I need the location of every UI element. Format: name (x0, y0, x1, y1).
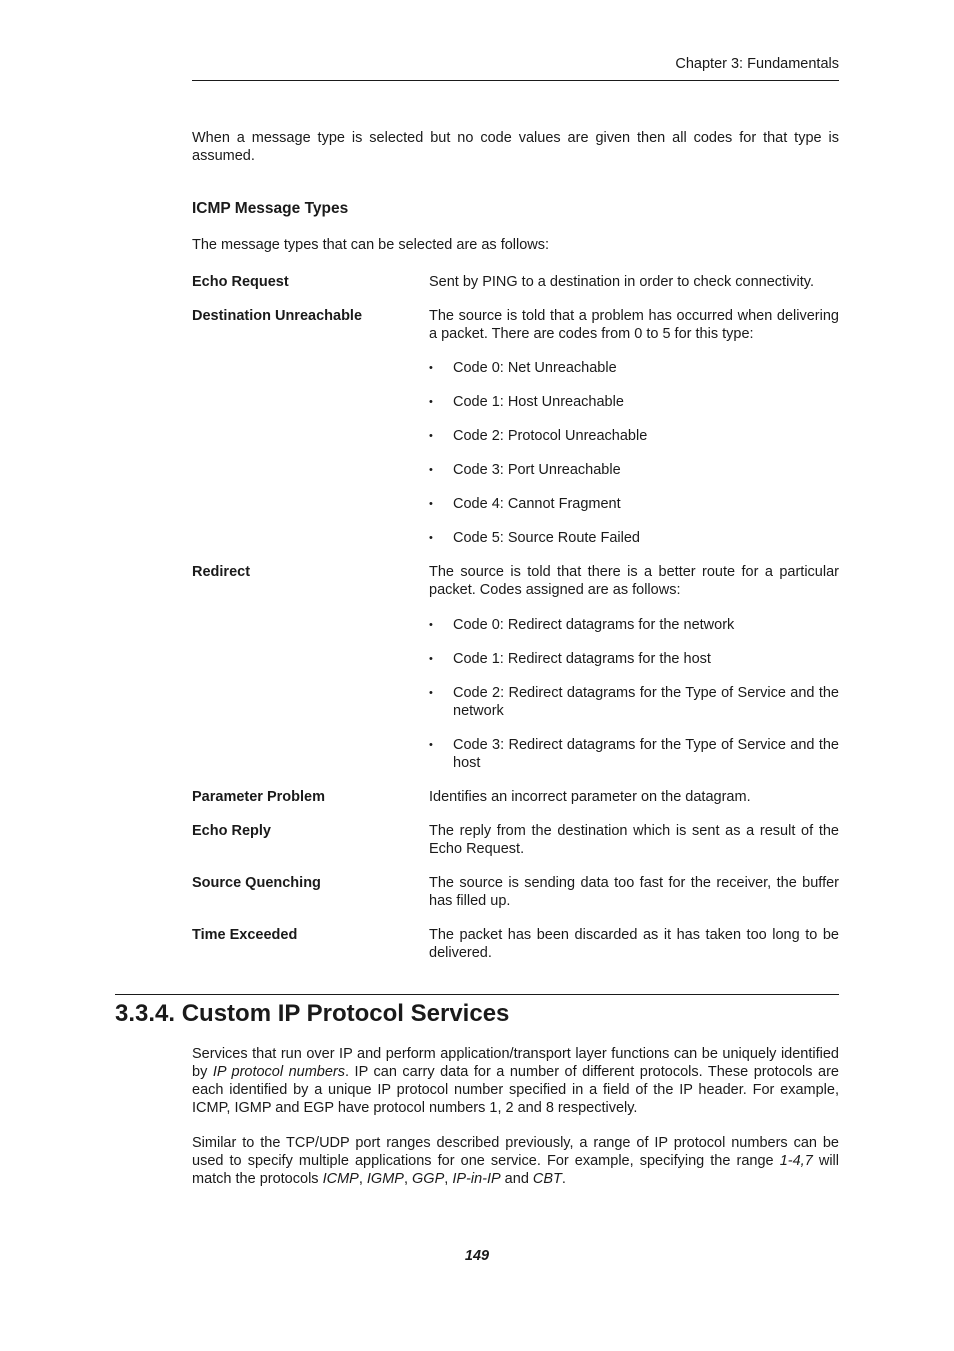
page-number: 149 (464, 1248, 490, 1264)
intro-paragraph: When a message type is selected but no code values are given then all codes for that type is assumed. (192, 130, 839, 164)
term-redirect: Redirect (192, 564, 251, 580)
term-time-exceeded: Time Exceeded (192, 927, 298, 943)
bullet-icon: • (429, 464, 433, 476)
bullet-icon: • (429, 396, 433, 408)
chapter-title: Chapter 3: Fundamentals (675, 56, 839, 72)
list-item: • Code 0: Net Unreachable (429, 360, 617, 376)
desc-source-quenching: The source is sending data too fast for the receiver, the buffer has filled up. (429, 875, 839, 909)
desc-echo-reply: The reply from the destination which is sent as a result of the Echo Request. (429, 823, 839, 857)
list-item: • Code 0: Redirect datagrams for the network (429, 617, 735, 633)
list-item: • Code 3: Redirect datagrams for the Type of Service and the host (429, 737, 839, 771)
bullet-icon: • (429, 362, 433, 374)
list-item: • Code 2: Redirect datagrams for the Type of Service and the network (429, 685, 839, 719)
bullet-icon: • (429, 532, 433, 544)
term-echo-reply: Echo Reply (192, 823, 271, 839)
page-header (192, 54, 839, 81)
term-destination-unreachable: Destination Unreachable (192, 308, 363, 324)
bullet-icon: • (429, 653, 433, 665)
bullet-icon: • (429, 687, 433, 699)
desc-redirect: The source is told that there is a better route for a particular packet. Codes assigned are as follows: (429, 564, 839, 598)
section-paragraph-1: Services that run over IP and perform application/transport layer functions can be uniquely identified by IP protocol numbers. IP can carry data for a number of different protocols. These protocols are each identified by a unique IP protocol number specified in a field of the IP header. For example, ICMP, IGMP and EGP have protocol numbers 1, 2 and 8 respectively. (192, 1046, 840, 1116)
bullet-icon: • (429, 498, 433, 510)
list-item: • Code 1: Host Unreachable (429, 394, 624, 410)
list-item: • Code 3: Port Unreachable (429, 462, 621, 478)
term-echo-request: Echo Request (192, 274, 289, 290)
desc-echo-request: Sent by PING to a destination in order to check connectivity. (429, 274, 814, 290)
list-item: • Code 4: Cannot Fragment (429, 496, 621, 512)
term-source-quenching: Source Quenching (192, 875, 321, 891)
term-parameter-problem: Parameter Problem (192, 789, 325, 805)
list-item: • Code 5: Source Route Failed (429, 530, 640, 546)
bullet-icon: • (429, 619, 433, 631)
desc-parameter-problem: Identifies an incorrect parameter on the datagram. (429, 789, 751, 805)
list-item: • Code 2: Protocol Unreachable (429, 428, 648, 444)
section-title: 3.3.4. Custom IP Protocol Services (115, 1000, 510, 1027)
desc-time-exceeded: The packet has been discarded as it has taken too long to be delivered. (429, 927, 839, 961)
desc-destination-unreachable: The source is told that a problem has occurred when delivering a packet. There are codes from 0 to 5 for this type: (429, 308, 839, 342)
icmp-heading: ICMP Message Types (192, 200, 349, 217)
bullet-icon: • (429, 739, 433, 751)
list-item: • Code 1: Redirect datagrams for the host (429, 651, 711, 667)
section-paragraph-2: Similar to the TCP/UDP port ranges described previously, a range of IP protocol numbers can be used to specify multiple applications for one service. For example, specifying the range 1-4,7 will match the protocols ICMP, IGMP, GGP, IP-in-IP and CBT. (192, 1135, 839, 1187)
section-divider (115, 994, 839, 995)
icmp-intro: The message types that can be selected are as follows: (192, 237, 550, 253)
bullet-icon: • (429, 430, 433, 442)
